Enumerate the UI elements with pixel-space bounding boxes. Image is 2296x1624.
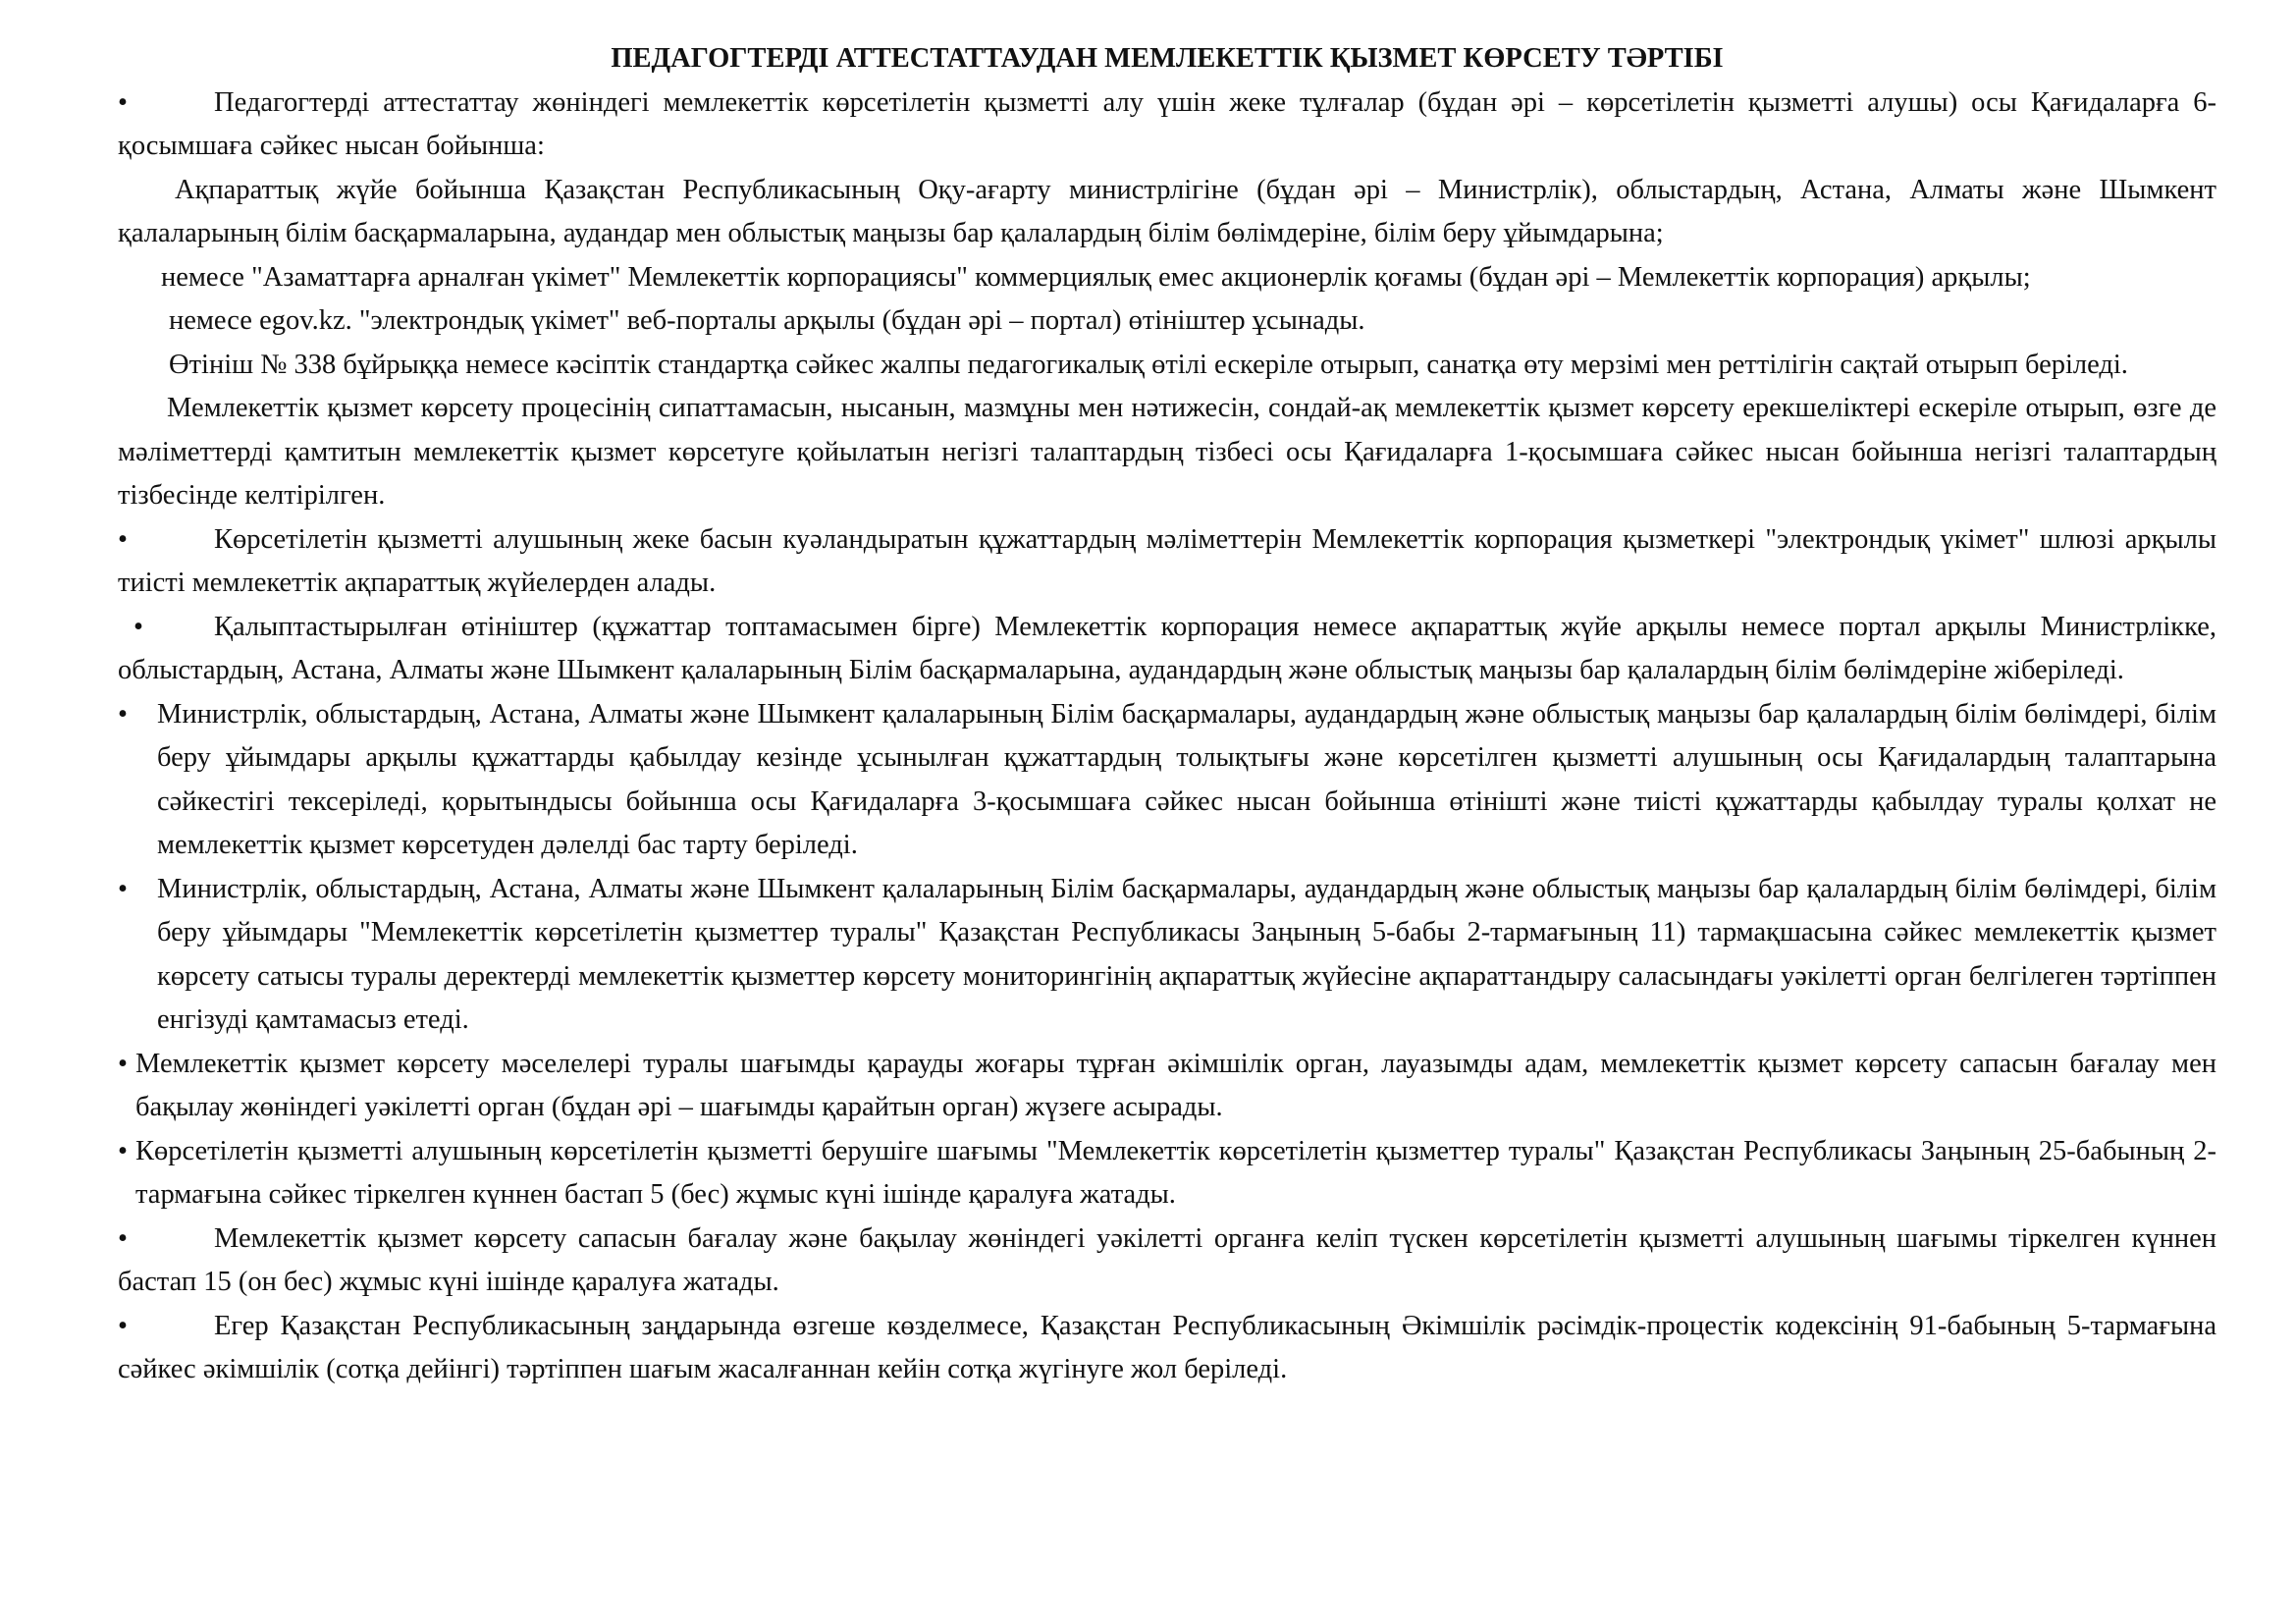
document-page bbox=[118, 37, 2216, 1392]
paragraph-14: • Егер Қазақстан Республикасының заңдарында өзгеше көзделмесе, Қазақстан Республикасының Әкімшілік рәсімдік-процестік кодексінің 91-бабының 5-тармағына сәйкес әкімшілік (сотқа дейінгі) тәртіппен шағым жасалғаннан кейін сотқа жүгінуге жол беріледі. bbox=[118, 1305, 2216, 1392]
document-title: ПЕДАГОГТЕРДІ АТТЕСТАТТАУДАН МЕМЛЕКЕТТІК ҚЫЗМЕТ КӨРСЕТУ ТӘРТІБІ bbox=[611, 43, 1724, 74]
paragraph-9: • Министрлік, облыстардың, Астана, Алматы және Шымкент қалаларының Білім басқармалары, аудандардың және облыстық маңызы бар қалалардың білім бөлімдері, білім беру ұйымдары арқылы құжаттарды қабылдау кезінде ұсынылған құжаттардың толықтығы және көрсетілген қызметті алушының осы Қағидалардың талаптарына сәйкестігі тексеріледі, қорытындысы бойынша осы Қағидаларға 3-қосымшаға сәйкес нысан бойынша өтінішті және тиісті құжаттарды қабылдау туралы қолхат не мемлекеттік қызмет көрсетуден дәлелді бас тарту беріледі. bbox=[118, 693, 2216, 868]
paragraph-6: Мемлекеттік қызмет көрсету процесінің сипаттамасын, нысанын, мазмұны мен нәтижесін, сондай-ақ мемлекеттік қызмет көрсету ерекшеліктері ескеріле отырып, өзге де мәліметтерді қамтитын мемлекеттік қызмет көрсетуге қойылатын негізгі талаптардың тізбесі осы Қағидаларға 1-қосымшаға сәйкес нысан бойынша негізгі талаптардың тізбесінде келтірілген. bbox=[118, 393, 2216, 511]
paragraph-5: Өтініш № 338 бұйрыққа немесе кәсіптік стандартқа сәйкес жалпы педагогикалық өтілі ескеріле отырып, санатқа өту мерзімі мен реттілігін сақтай отырып беріледі. bbox=[169, 349, 2128, 380]
paragraph-13: • Мемлекеттік қызмет көрсету сапасын бағалау және бақылау жөніндегі уәкілетті органға келіп түскен көрсетілетін қызметті алушының шағымы тіркелген күннен бастап 15 (он бес) жұмыс күні ішінде қаралуға жатады. bbox=[118, 1218, 2216, 1305]
paragraph-12: • Көрсетілетін қызметті алушының көрсетілетін қызметті берушіге шағымы "Мемлекеттік көрсетілетін қызметтер туралы" Қазақстан Республикасы Заңының 25-бабының 2-тармағына сәйкес тіркелген күннен бастап 5 (бес) жұмыс күні ішінде қаралуға жатады. bbox=[118, 1130, 2216, 1218]
paragraph-11: • Мемлекеттік қызмет көрсету мәселелері туралы шағымды қарауды жоғары тұрған әкімшілік орган, лауазымды адам, мемлекеттік қызмет көрсету сапасын бағалау мен бақылау жөніндегі уәкілетті орган (бұдан әрі – шағымды қарайтын орган) жүзеге асырады. bbox=[118, 1043, 2216, 1130]
paragraph-2: Ақпараттық жүйе бойынша Қазақстан Республикасының Оқу-ағарту министрлігіне (бұдан әрі – Министрлік), облыстардың, Астана, Алматы және Шымкент қалаларының білім басқармаларына, аудандар мен облыстық маңызы бар қалалардың білім бөлімдеріне, білім беру ұйымдарына; bbox=[118, 174, 2216, 248]
paragraph-8: • Қалыптастырылған өтініштер (құжаттар топтамасымен бірге) Мемлекеттік корпорация немесе ақпараттық жүйе арқылы немесе портал арқылы Министрлікке, облыстардың, Астана, Алматы және Шымкент қалаларының Білім басқармаларына, аудандардың және облыстық маңызы бар қалалардың білім бөлімдеріне жіберіледі. bbox=[118, 606, 2216, 693]
paragraph-10: • Министрлік, облыстардың, Астана, Алматы және Шымкент қалаларының Білім басқармалары, аудандардың және облыстық маңызы бар қалалардың білім бөлімдері, білім беру ұйымдары "Мемлекеттік көрсетілетін қызметтер туралы" Қазақстан Республикасы Заңының 5-бабы 2-тармағының 11) тармақшасына сәйкес мемлекеттік қызмет көрсету сатысы туралы деректерді мемлекеттік қызметтер көрсету мониторингінің ақпараттық жүйесіне ақпараттандыру саласындағы уәкілетті орган белгілеген тәртіппен енгізуді қамтамасыз етеді. bbox=[118, 868, 2216, 1043]
paragraph-4: немесе egov.kz. "электрондық үкімет" веб-порталы арқылы (бұдан әрі – портал) өтініштер ұсынады. bbox=[169, 305, 1365, 336]
paragraph-1: • Педагогтерді аттестаттау жөніндегі мемлекеттік көрсетілетін қызметті алу үшін жеке тұлғалар (бұдан әрі – көрсетілетін қызметті алушы) осы Қағидаларға 6-қосымшаға сәйкес нысан бойынша: bbox=[118, 81, 2216, 169]
paragraph-3: немесе "Азаматтарға арналған үкімет" Мемлекеттік корпорациясы" коммерциялық емес акционерлік қоғамы (бұдан әрі – Мемлекеттік корпорация) арқылы; bbox=[161, 261, 2031, 293]
paragraph-7: • Көрсетілетін қызметті алушының жеке басын куәландыратын құжаттардың мәліметтерін Мемлекеттік корпорация қызметкері "электрондық үкімет" шлюзі арқылы тиісті мемлекеттік ақпараттық жүйелерден алады. bbox=[118, 518, 2216, 606]
